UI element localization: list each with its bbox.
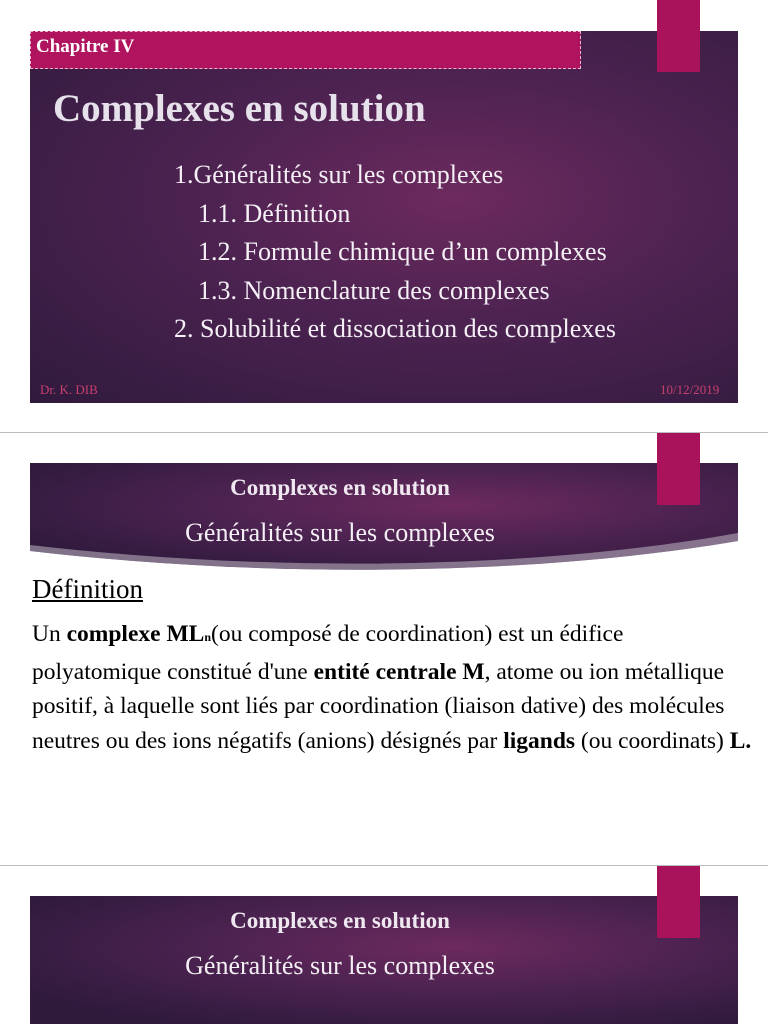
page-divider	[0, 865, 768, 866]
toc-item: 2. Solubilité et dissociation des complexes	[174, 314, 616, 343]
definition-heading: Définition	[32, 574, 143, 604]
toc-item: 1.1. Définition	[198, 198, 351, 228]
author-footer: Dr. K. DIB	[40, 382, 98, 397]
slide-2-header-subtitle: Généralités sur les complexes	[185, 518, 495, 547]
term-l: L.	[729, 727, 752, 754]
chapter-label: Chapitre IV	[30, 31, 581, 69]
definition-text: , atome ou ion métallique positif, à laquelle sont liés par coordination (liaison dative) des molécules neutres ou des ions négatifs (anions) désignés par	[32, 658, 725, 754]
definition-text: (ou composé de coordination) est un édifice polyatomique constitué d'une	[32, 621, 624, 685]
term-central-entity: entité centrale M	[313, 658, 485, 685]
subscript-n: n	[204, 630, 211, 644]
toc-item: 1.Généralités sur les complexes	[174, 160, 504, 189]
slide-3-header-subtitle: Généralités sur les complexes	[185, 951, 495, 980]
term-complexe: complexe ML	[66, 621, 205, 647]
toc-item: 1.3. Nomenclature des complexes	[198, 275, 550, 305]
definition-text: Un	[32, 621, 67, 647]
page-divider	[0, 432, 768, 433]
table-of-contents	[174, 156, 616, 349]
term-ligands: ligands	[503, 727, 576, 754]
definition-text: (ou coordinats)	[575, 727, 730, 754]
slide-3-header-title: Complexes en solution	[230, 908, 450, 933]
slide-1-title: Complexes en solution	[53, 87, 426, 130]
definition-paragraph	[32, 617, 752, 758]
slide-1-accent-tab	[657, 0, 700, 72]
slide-2-header-title: Complexes en solution	[230, 475, 450, 500]
date-footer: 10/12/2019	[660, 382, 720, 397]
toc-item: 1.2. Formule chimique d’un complexes	[198, 237, 607, 266]
